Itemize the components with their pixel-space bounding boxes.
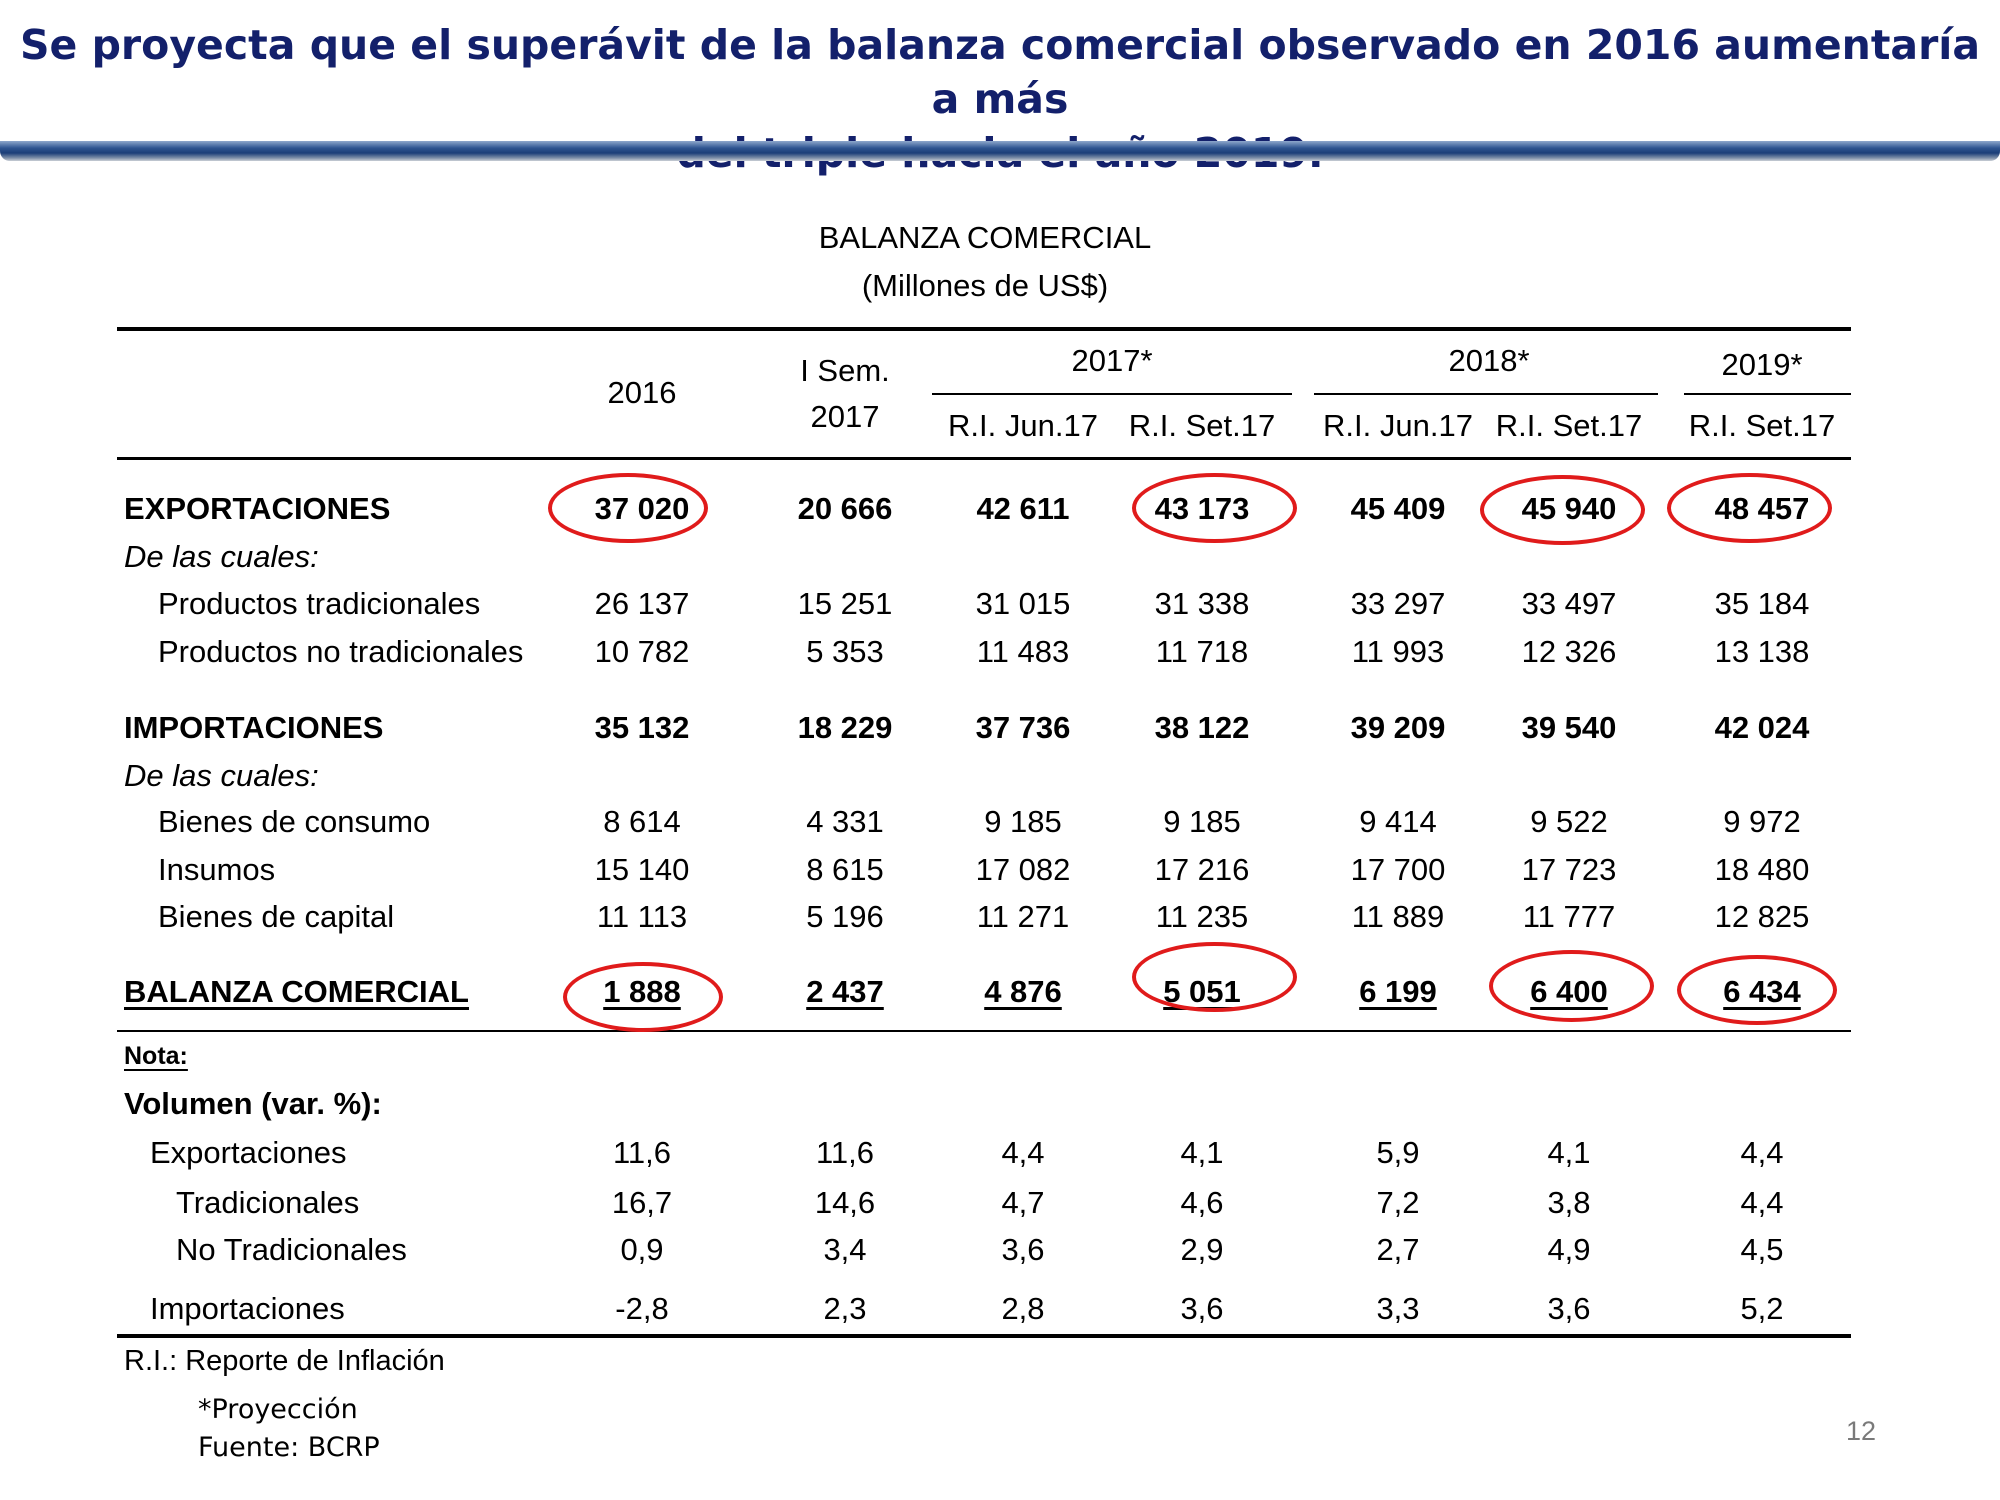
row-label: De las cuales: bbox=[124, 539, 319, 574]
cell-ri-set17-2018: 39 540 bbox=[1521, 710, 1617, 745]
cell-ri-jun17-2017: 4 876 bbox=[984, 974, 1062, 1009]
cell-ri-jun17-2018: 33 297 bbox=[1350, 586, 1446, 621]
cell-2016: 11,6 bbox=[612, 1135, 672, 1170]
cell-2016: 10 782 bbox=[594, 634, 690, 669]
cell-ri-jun17-2017: 11 271 bbox=[976, 899, 1070, 934]
row-label: Tradicionales bbox=[176, 1185, 360, 1220]
cell-ri-jun17-2018: 11 889 bbox=[1351, 899, 1445, 934]
cell-ri-set17-2019: 4,4 bbox=[1740, 1185, 1784, 1220]
cell-ri-jun17-2017: 4,4 bbox=[1001, 1135, 1045, 1170]
cell-2016: 1 888 bbox=[603, 974, 681, 1009]
cell-isem-2017: 18 229 bbox=[797, 710, 893, 745]
cell-ri-jun17-2018: 17 700 bbox=[1350, 852, 1446, 887]
row-label: De las cuales: bbox=[124, 758, 319, 793]
source-note: Fuente: BCRP bbox=[198, 1432, 380, 1463]
cell-isem-2017: 4 331 bbox=[806, 804, 884, 839]
cell-isem-2017: 11,6 bbox=[815, 1135, 875, 1170]
balance-bottom-rule bbox=[117, 1030, 1851, 1032]
table-subtitle: (Millones de US$) bbox=[861, 268, 1109, 303]
cell-ri-set17-2019: 35 184 bbox=[1714, 586, 1810, 621]
row-label: Nota: bbox=[124, 1042, 188, 1070]
cell-ri-set17-2019: 4,4 bbox=[1740, 1135, 1784, 1170]
cell-ri-set17-2017: 9 185 bbox=[1163, 804, 1241, 839]
cell-ri-set17-2018: 33 497 bbox=[1521, 586, 1617, 621]
cell-isem-2017: 2 437 bbox=[806, 974, 884, 1009]
header-2016: 2016 bbox=[607, 375, 677, 410]
highlight-circle-exports-2016 bbox=[548, 473, 708, 543]
cell-ri-set17-2017: 17 216 bbox=[1154, 852, 1250, 887]
cell-2016: 0,9 bbox=[620, 1232, 664, 1267]
cell-ri-set17-2017: 2,9 bbox=[1180, 1232, 1224, 1267]
highlight-circle-balance-2018 bbox=[1489, 950, 1654, 1022]
cell-isem-2017: 5 353 bbox=[806, 634, 884, 669]
cell-ri-jun17-2017: 2,8 bbox=[1001, 1291, 1045, 1326]
row-label: Bienes de consumo bbox=[158, 804, 431, 839]
cell-ri-set17-2019: 6 434 bbox=[1723, 974, 1801, 1009]
cell-ri-jun17-2017: 3,6 bbox=[1001, 1232, 1045, 1267]
cell-ri-set17-2018: 9 522 bbox=[1530, 804, 1608, 839]
header-group-2018: 2018* bbox=[1448, 343, 1530, 378]
cell-ri-set17-2018: 4,9 bbox=[1547, 1232, 1591, 1267]
cell-ri-set17-2018: 4,1 bbox=[1547, 1135, 1591, 1170]
row-label: IMPORTACIONES bbox=[124, 710, 384, 745]
cell-ri-jun17-2018: 45 409 bbox=[1350, 491, 1446, 526]
cell-ri-set17-2018: 12 326 bbox=[1521, 634, 1617, 669]
page-number: 12 bbox=[1846, 1416, 1877, 1446]
cell-ri-set17-2018: 45 940 bbox=[1521, 491, 1617, 526]
highlight-circle-exports-2017 bbox=[1132, 473, 1297, 543]
cell-ri-set17-2019: 13 138 bbox=[1714, 634, 1810, 669]
row-label: Productos tradicionales bbox=[158, 586, 481, 621]
header-ri-set17-2018: R.I. Set.17 bbox=[1495, 408, 1643, 443]
cell-ri-set17-2017: 11 235 bbox=[1155, 899, 1249, 934]
group-rule-2019 bbox=[1684, 393, 1851, 395]
cell-ri-jun17-2018: 39 209 bbox=[1350, 710, 1446, 745]
cell-isem-2017: 20 666 bbox=[797, 491, 893, 526]
cell-isem-2017: 14,6 bbox=[814, 1185, 876, 1220]
header-isem-line2: 2017 bbox=[810, 399, 880, 434]
cell-ri-set17-2018: 3,8 bbox=[1547, 1185, 1591, 1220]
cell-isem-2017: 8 615 bbox=[806, 852, 884, 887]
header-ri-jun17-2018: R.I. Jun.17 bbox=[1323, 408, 1473, 443]
cell-ri-set17-2017: 11 718 bbox=[1155, 634, 1249, 669]
cell-ri-set17-2019: 4,5 bbox=[1740, 1232, 1784, 1267]
cell-ri-jun17-2017: 42 611 bbox=[976, 491, 1070, 526]
cell-ri-set17-2019: 9 972 bbox=[1723, 804, 1801, 839]
row-label: Productos no tradicionales bbox=[158, 634, 524, 669]
header-ri-set17-2017: R.I. Set.17 bbox=[1128, 408, 1276, 443]
cell-ri-set17-2018: 17 723 bbox=[1521, 852, 1617, 887]
header-group-2017: 2017* bbox=[1071, 343, 1153, 378]
cell-ri-jun17-2017: 11 483 bbox=[976, 634, 1070, 669]
cell-ri-set17-2017: 38 122 bbox=[1154, 710, 1250, 745]
header-ri-set17-2019: R.I. Set.17 bbox=[1688, 408, 1836, 443]
cell-ri-jun17-2018: 6 199 bbox=[1359, 974, 1437, 1009]
cell-2016: 15 140 bbox=[594, 852, 690, 887]
row-label: EXPORTACIONES bbox=[124, 491, 391, 526]
highlight-circle-balance-2016 bbox=[563, 962, 723, 1032]
cell-ri-set17-2019: 48 457 bbox=[1714, 491, 1810, 526]
highlight-circle-exports-2019 bbox=[1667, 473, 1832, 543]
row-label: No Tradicionales bbox=[176, 1232, 407, 1267]
projection-note: *Proyección bbox=[198, 1394, 358, 1425]
cell-ri-set17-2017: 4,6 bbox=[1180, 1185, 1224, 1220]
cell-2016: 11 113 bbox=[596, 899, 688, 934]
cell-2016: 8 614 bbox=[603, 804, 681, 839]
cell-ri-jun17-2017: 31 015 bbox=[975, 586, 1071, 621]
row-label: Bienes de capital bbox=[158, 899, 395, 934]
header-bottom-rule bbox=[117, 457, 1851, 460]
header-ri-jun17-2017: R.I. Jun.17 bbox=[948, 408, 1098, 443]
cell-ri-set17-2017: 31 338 bbox=[1154, 586, 1250, 621]
table-title: BALANZA COMERCIAL bbox=[818, 220, 1152, 255]
table-bottom-rule bbox=[117, 1334, 1851, 1338]
cell-ri-set17-2019: 42 024 bbox=[1714, 710, 1810, 745]
cell-ri-jun17-2018: 11 993 bbox=[1351, 634, 1445, 669]
cell-ri-jun17-2018: 9 414 bbox=[1359, 804, 1437, 839]
ri-note: R.I.: Reporte de Inflación bbox=[124, 1345, 445, 1377]
cell-ri-set17-2019: 12 825 bbox=[1714, 899, 1810, 934]
row-label: Exportaciones bbox=[150, 1135, 347, 1170]
cell-ri-set17-2018: 11 777 bbox=[1522, 899, 1616, 934]
cell-isem-2017: 15 251 bbox=[797, 586, 893, 621]
cell-ri-jun17-2017: 9 185 bbox=[984, 804, 1062, 839]
cell-ri-jun17-2018: 3,3 bbox=[1376, 1291, 1420, 1326]
cell-ri-set17-2019: 18 480 bbox=[1714, 852, 1810, 887]
title-divider-bar bbox=[0, 141, 2000, 161]
cell-ri-jun17-2017: 17 082 bbox=[975, 852, 1071, 887]
row-label: Volumen (var. %): bbox=[124, 1086, 382, 1121]
highlight-circle-balance-2019 bbox=[1677, 955, 1837, 1025]
cell-ri-jun17-2018: 2,7 bbox=[1376, 1232, 1420, 1267]
cell-ri-jun17-2018: 5,9 bbox=[1376, 1135, 1420, 1170]
cell-isem-2017: 3,4 bbox=[823, 1232, 867, 1267]
cell-ri-set17-2017: 3,6 bbox=[1180, 1291, 1224, 1326]
cell-ri-set17-2017: 4,1 bbox=[1180, 1135, 1224, 1170]
row-label: BALANZA COMERCIAL bbox=[124, 974, 469, 1009]
cell-isem-2017: 5 196 bbox=[806, 899, 884, 934]
cell-2016: 37 020 bbox=[594, 491, 690, 526]
row-label: Insumos bbox=[158, 852, 276, 887]
slide-title-line1: Se proyecta que el superávit de la balanza comercial observado en 2016 aumentaría a más bbox=[19, 21, 1981, 123]
cell-ri-jun17-2018: 7,2 bbox=[1376, 1185, 1420, 1220]
cell-isem-2017: 2,3 bbox=[823, 1291, 867, 1326]
cell-ri-set17-2019: 5,2 bbox=[1740, 1291, 1784, 1326]
highlight-circle-balance-2017 bbox=[1132, 942, 1297, 1012]
cell-ri-set17-2018: 6 400 bbox=[1530, 974, 1608, 1009]
cell-2016: 35 132 bbox=[594, 710, 690, 745]
group-rule-2017 bbox=[932, 393, 1292, 395]
cell-ri-set17-2017: 5 051 bbox=[1163, 974, 1241, 1009]
cell-ri-jun17-2017: 37 736 bbox=[975, 710, 1071, 745]
cell-ri-set17-2017: 43 173 bbox=[1154, 491, 1250, 526]
row-label: Importaciones bbox=[150, 1291, 345, 1326]
cell-ri-jun17-2017: 4,7 bbox=[1001, 1185, 1045, 1220]
table-top-rule bbox=[117, 327, 1851, 331]
highlight-circle-exports-2018 bbox=[1480, 475, 1645, 545]
cell-2016: 16,7 bbox=[611, 1185, 673, 1220]
cell-2016: 26 137 bbox=[594, 586, 690, 621]
header-isem-line1: I Sem. bbox=[800, 353, 890, 388]
group-rule-2018 bbox=[1314, 393, 1658, 395]
header-group-2019: 2019* bbox=[1721, 347, 1803, 382]
cell-ri-set17-2018: 3,6 bbox=[1547, 1291, 1591, 1326]
cell-2016: -2,8 bbox=[615, 1291, 669, 1326]
